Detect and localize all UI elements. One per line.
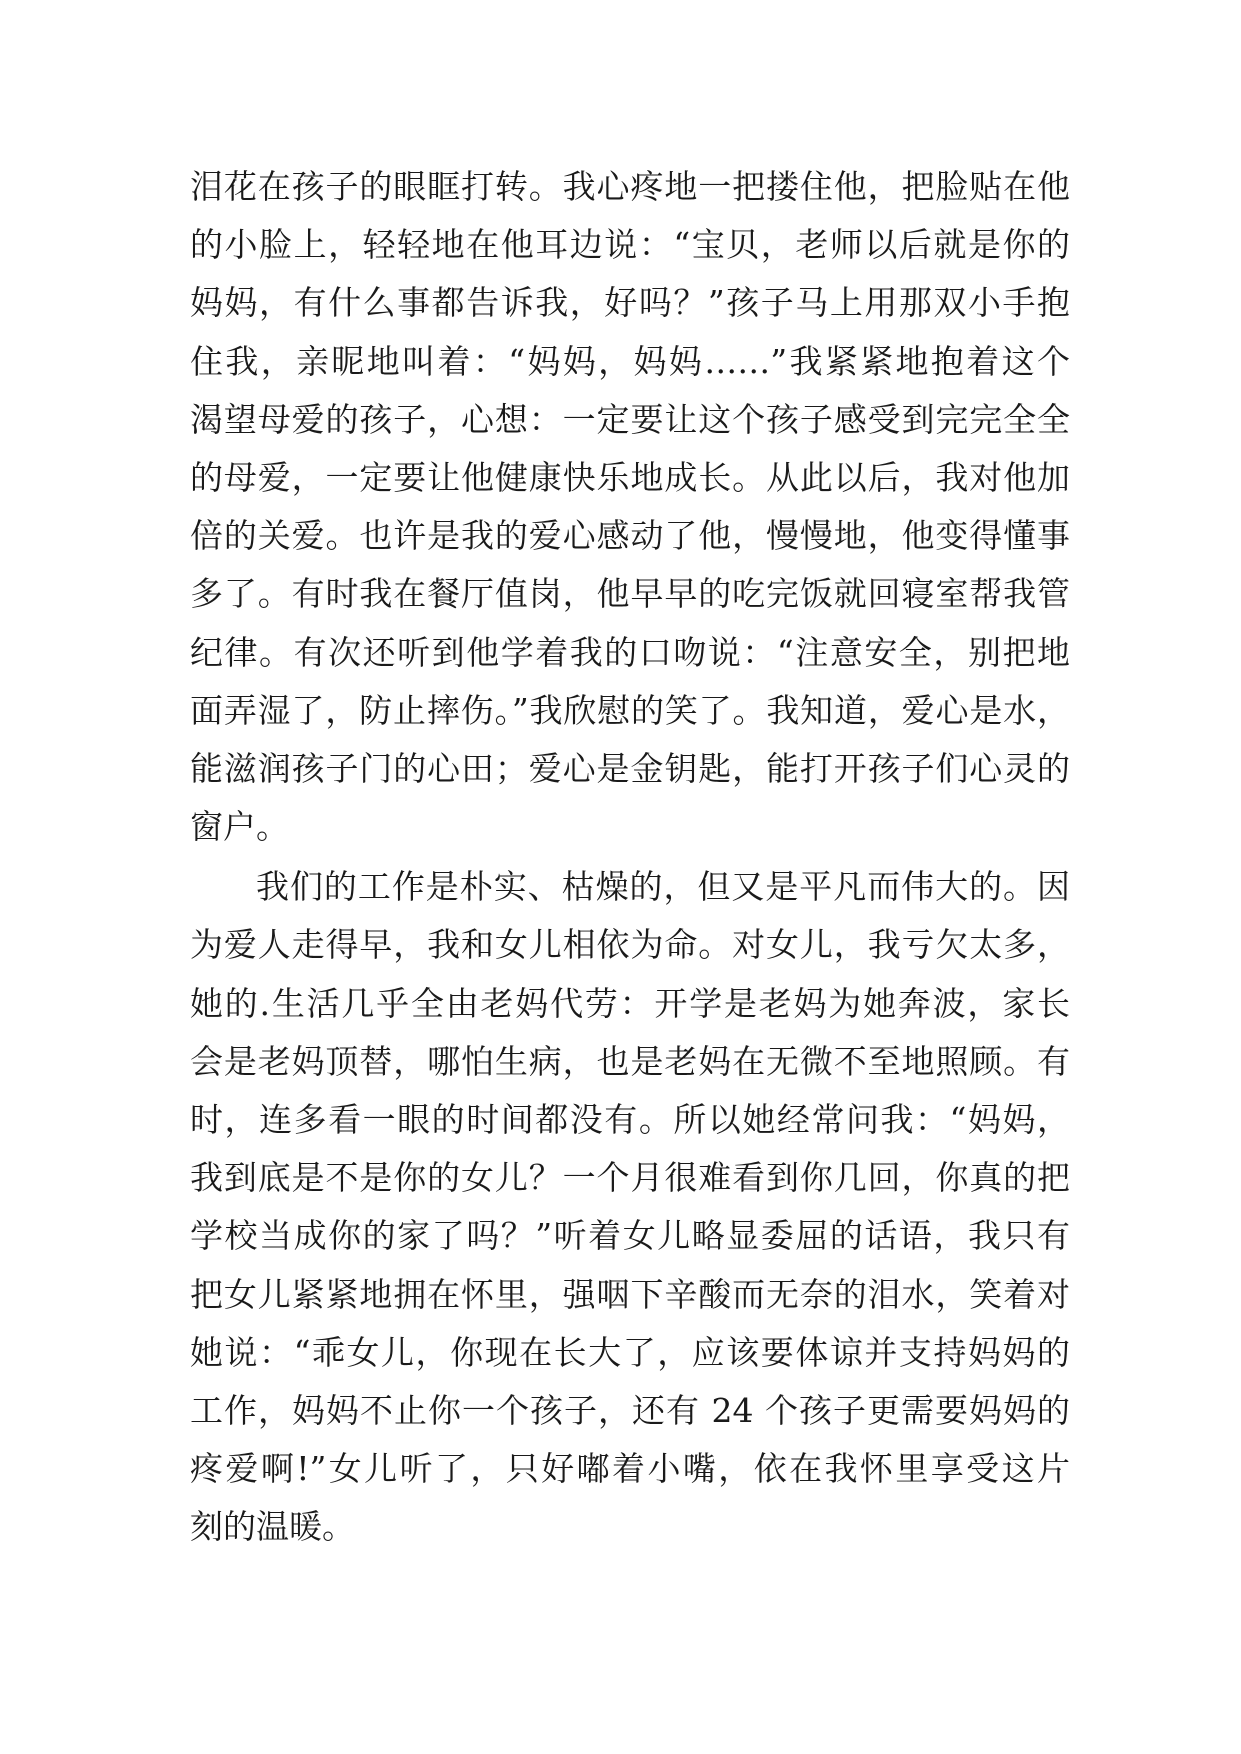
text-line: 面弄湿了，防止摔伤。”我欣慰的笑了。我知道，爱心是水，: [190, 690, 1070, 730]
text-line: 泪花在孩子的眼眶打转。我心疼地一把搂住他，把脸贴在他: [190, 167, 1070, 206]
text-line: 学校当成你的家了吗？”听着女儿略显委屈的话语，我只有: [190, 1216, 1070, 1256]
text-line: 我到底是不是你的女儿？一个月很难看到你几回，你真的把: [190, 1158, 1070, 1198]
text-line: 妈妈，有什么事都告诉我，好吗？”孩子马上用那双小手抱: [190, 283, 1070, 323]
text-line: 会是老妈顶替，哪怕生病，也是老妈在无微不至地照顾。有: [190, 1041, 1070, 1081]
text-line: 住我，亲昵地叫着：“妈妈，妈妈……”我紧紧地抱着这个: [190, 341, 1070, 381]
text-line: 渴望母爱的孩子，心想：一定要让这个孩子感受到完完全全: [190, 399, 1070, 439]
text-line: 的小脸上，轻轻地在他耳边说：“宝贝，老师以后就是你的: [190, 225, 1070, 265]
text-line: 她的.生活几乎全由老妈代劳：开学是老妈为她奔波，家长: [190, 983, 1070, 1023]
text-line: 疼爱啊!”女儿听了，只好嘟着小嘴，依在我怀里享受这片: [190, 1449, 1070, 1489]
text-line: 多了。有时我在餐厅值岗，他早早的吃完饭就回寝室帮我管: [190, 574, 1070, 614]
text-line: 倍的关爱。也许是我的爱心感动了他，慢慢地，他变得懂事: [190, 516, 1070, 556]
text-line: 我们的工作是朴实、枯燥的，但又是平凡而伟大的。因: [256, 867, 1070, 907]
text-line: 她说：“乖女儿，你现在长大了，应该要体谅并支持妈妈的: [190, 1332, 1070, 1372]
paragraph-1: [190, 158, 1070, 856]
text-line: 能滋润孩子门的心田；爱心是金钥匙，能打开孩子们心灵的: [190, 748, 1070, 788]
text-line: 工作，妈妈不止你一个孩子，还有 24 个孩子更需要妈妈的: [190, 1390, 1070, 1430]
text-line: 刻的温暖。: [190, 1507, 355, 1547]
text-line: 窗户。: [190, 807, 289, 847]
text-line: 把女儿紧紧地拥在怀里，强咽下辛酸而无奈的泪水，笑着对: [190, 1274, 1070, 1314]
paragraph-2: [190, 858, 1070, 1556]
document-body: [190, 158, 1070, 1557]
text-line: 的母爱，一定要让他健康快乐地成长。从此以后，我对他加: [190, 457, 1070, 497]
text-line: 为爱人走得早，我和女儿相依为命。对女儿，我亏欠太多，: [190, 925, 1070, 965]
text-line: 纪律。有次还听到他学着我的口吻说：“注意安全，别把地: [190, 632, 1070, 672]
text-line: 时，连多看一眼的时间都没有。所以她经常问我：“妈妈，: [190, 1100, 1070, 1139]
